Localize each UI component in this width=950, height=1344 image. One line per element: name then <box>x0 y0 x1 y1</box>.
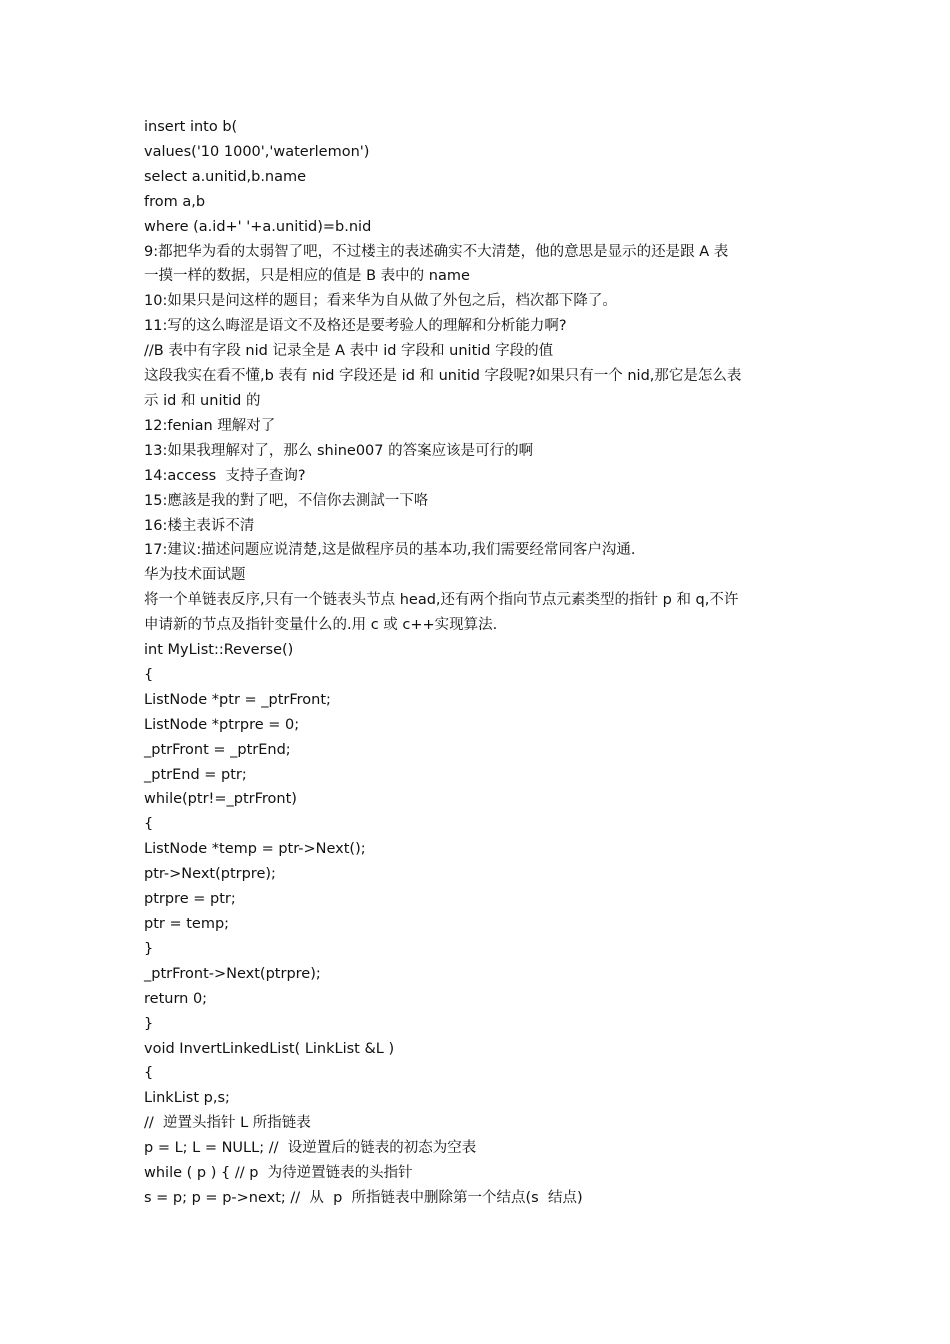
code-line: while(ptr!=_ptrFront) <box>144 791 297 808</box>
text-line: 14:access 支持子查询? <box>144 467 306 484</box>
text-line: 示 id 和 unitid 的 <box>144 392 261 409</box>
code-line: } <box>144 1015 154 1032</box>
section-heading: 华为技术面试题 <box>144 567 246 584</box>
text-line: 10:如果只是问这样的题目；看来华为自从做了外包之后，档次都下降了。 <box>144 293 617 310</box>
code-line: // 逆置头指针 L 所指链表 <box>144 1115 311 1132</box>
code-line: LinkList p,s; <box>144 1090 230 1107</box>
code-line: ListNode *ptr = _ptrFront; <box>144 691 331 708</box>
code-line: return 0; <box>144 990 208 1007</box>
code-line: ptr = temp; <box>144 916 230 932</box>
text-line: 16:楼主表诉不清 <box>144 517 255 534</box>
text-line: where (a.id+' '+a.unitid)=b.nid <box>144 218 372 235</box>
code-line: ptrpre = ptr; <box>144 891 236 908</box>
text-line: values('10 1000','waterlemon') <box>144 143 370 160</box>
text-line: 将一个单链表反序,只有一个链表头节点 head,还有两个指向节点元素类型的指针 p 和 q,不许 <box>144 592 739 609</box>
text-line: 这段我实在看不懂,b 表有 nid 字段还是 id 和 unitid 字段呢?如果只有一个 nid,那它是怎么表 <box>144 368 742 385</box>
code-line: } <box>144 940 154 957</box>
text-line: //B 表中有字段 nid 记录全是 A 表中 id 字段和 unitid 字段的值 <box>144 343 554 360</box>
text-line: 11:写的这么晦涩是语文不及格还是要考验人的理解和分析能力啊? <box>144 318 567 335</box>
code-line: int MyList::Reverse() <box>144 642 294 659</box>
text-line: 15:應該是我的對了吧，不信你去測試一下咯 <box>144 492 429 509</box>
code-line: while ( p ) { // p 为待逆置链表的头指针 <box>144 1165 413 1182</box>
code-line: { <box>144 1065 154 1082</box>
code-line: ListNode *temp = ptr->Next(); <box>144 841 366 858</box>
text-line: 申请新的节点及指针变量什么的.用 c 或 c++实现算法. <box>144 617 498 634</box>
code-line: s = p; p = p->next; // 从 p 所指链表中删除第一个结点(s 结点) <box>144 1189 583 1206</box>
code-line: { <box>144 666 154 683</box>
text-line: 9:都把华为看的太弱智了吧，不过楼主的表述确实不大清楚，他的意思是显示的还是跟 A 表 <box>144 243 729 260</box>
text-line: 12:fenian 理解对了 <box>144 417 276 434</box>
code-line: ListNode *ptrpre = 0; <box>144 716 300 733</box>
text-line: 17:建议:描述问题应说清楚,这是做程序员的基本功,我们需要经常同客户沟通. <box>144 542 636 559</box>
text-line: 13:如果我理解对了，那么 shine007 的答案应该是可行的啊 <box>144 442 534 459</box>
code-line: _ptrFront = _ptrEnd; <box>144 741 291 758</box>
code-line: ptr->Next(ptrpre); <box>144 866 276 883</box>
code-line: p = L; L = NULL; // 设逆置后的链表的初态为空表 <box>144 1140 477 1157</box>
code-line: _ptrFront->Next(ptrpre); <box>144 965 321 982</box>
code-line: _ptrEnd = ptr; <box>144 766 247 783</box>
code-line: void InvertLinkedList( LinkList &L ) <box>144 1040 395 1057</box>
text-line: select a.unitid,b.name <box>144 168 307 185</box>
document-body <box>144 115 814 1211</box>
text-line: insert into b( <box>144 119 238 135</box>
text-line: 一摸一样的数据，只是相应的值是 B 表中的 name <box>144 268 470 285</box>
code-line: { <box>144 816 154 833</box>
text-line: from a,b <box>144 193 206 210</box>
